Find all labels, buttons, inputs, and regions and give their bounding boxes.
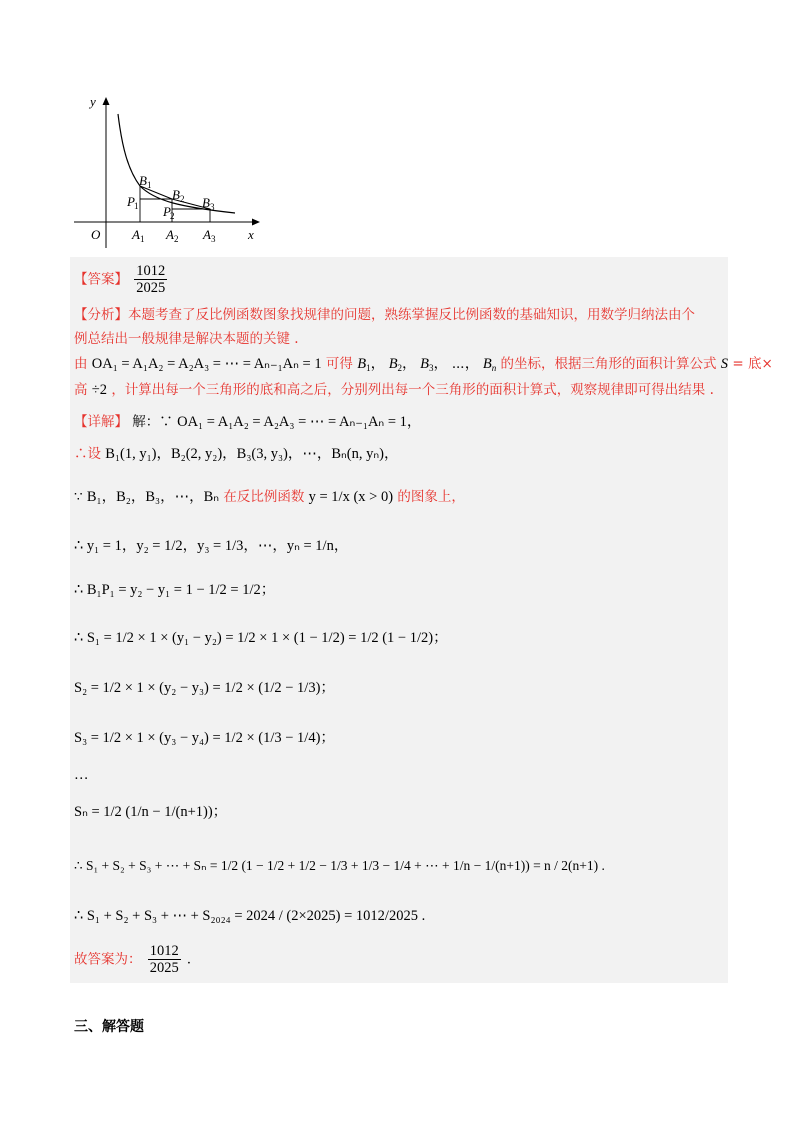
analysis-text-3a: 可得 — [325, 356, 353, 372]
detail-s2-line: S₂ = 1/2 × 1 × (y₂ − y₃) = 1/2 × (1/2 − 1/3)； — [74, 680, 335, 696]
answer-numerator: 1012 — [136, 263, 166, 279]
detail-on-points: B₁，B₂，B₃，⋯，Bₙ — [86, 489, 220, 505]
analysis-pre: 由 — [74, 356, 88, 372]
answer-fraction — [134, 264, 167, 296]
final-numerator: 1012 — [149, 943, 179, 959]
answer-tag: 【答案】 — [74, 271, 128, 288]
answer-line — [74, 264, 169, 296]
analysis-line-2 — [74, 329, 299, 349]
detail-set-text: ∴设 — [74, 446, 101, 462]
analysis-line-4 — [74, 380, 714, 400]
detail-intro: 解：∵ — [132, 414, 173, 430]
answer-denominator: 2025 — [136, 280, 166, 296]
analysis-text-4a: 高 — [74, 382, 88, 398]
label-b1: B — [139, 173, 147, 188]
detail-sum-line: ∴ S₁ + S₂ + S₃ + ⋯ + Sₙ = 1/2 (1 − 1/2 + 1/2 − 1/3 + 1/3 − 1/4 + ⋯ + 1/n − 1/(n+1)) = n / 2(n+1) . — [74, 858, 605, 873]
detail-s3-line: S₃ = 1/2 × 1 × (y₃ − y₄) = 1/2 × (1/3 − 1/4)； — [74, 730, 335, 746]
detail-on-end: 的图象上， — [397, 489, 465, 505]
analysis-equal-segments: OA₁ = A₁A₂ = A₂A₃ = ⋯ = Aₙ₋₁Aₙ = 1 — [91, 356, 322, 372]
label-a1: A — [132, 227, 140, 242]
detail-since-math: OA₁ = A₁A₂ = A₂A₃ = ⋯ = Aₙ₋₁Aₙ = 1， — [177, 414, 422, 430]
analysis-line-3 — [74, 354, 773, 378]
label-a2: A — [166, 227, 174, 242]
detail-function: y = 1/x (x > 0) — [308, 489, 394, 505]
area-symbol: S — [720, 356, 729, 372]
analysis-text-3b: 的坐标，根据三角形的面积计算公式 — [500, 356, 717, 372]
analysis-points: $B_1$， $B_2$， $B_3$， ⋯， $B_n$ — [357, 356, 497, 373]
label-b1-sub: 1 — [147, 180, 152, 190]
label-b3: B — [202, 195, 210, 210]
final-answer-text: 故答案为： — [74, 951, 142, 968]
detail-set-line — [74, 444, 399, 464]
analysis-line-1 — [74, 305, 695, 325]
detail-points: B₁(1, y₁)，B₂(2, y₂)，B₃(3, y₃)，⋯，Bₙ(n, yₙ)， — [105, 446, 399, 462]
analysis-text-4b: ，计算出每一个三角形的底和高之后，分别列出每一个三角形的面积计算式，观察规律即可得出结果 . — [111, 382, 714, 398]
detail-bp-line: ∴ B₁P₁ = y₂ − y₁ = 1 − 1/2 = 1/2； — [74, 582, 276, 598]
x-axis-arrow — [252, 219, 260, 226]
detail-tag: 【详解】 — [74, 414, 128, 430]
label-b3-sub: 3 — [210, 202, 215, 212]
label-p1-sub: 1 — [134, 201, 139, 211]
analysis-text-3c: = 底× — [732, 356, 773, 372]
label-b2: B — [172, 187, 180, 202]
detail-on-text: 在反比例函数 — [223, 489, 305, 505]
detail-on-pre: ∵ — [74, 489, 83, 505]
label-y: y — [90, 94, 96, 109]
detail-on-line — [74, 487, 465, 507]
label-x: x — [248, 227, 254, 242]
final-answer-end: . — [187, 951, 191, 968]
label-a2-sub: 2 — [174, 234, 179, 244]
detail-s1-line: ∴ S₁ = 1/2 × 1 × (y₁ − y₂) = 1/2 × 1 × (1 − 1/2) = 1/2 (1 − 1/2)； — [74, 630, 448, 646]
label-a1-sub: 1 — [140, 234, 145, 244]
analysis-tag: 【分析】 — [74, 307, 128, 323]
analysis-text-2: 例总结出一般规律是解决本题的关键 . — [74, 331, 299, 347]
final-answer-line — [74, 944, 191, 976]
detail-line-1 — [74, 412, 421, 432]
label-o: O — [91, 227, 101, 242]
final-denominator: 2025 — [149, 960, 179, 976]
label-b2-sub: 2 — [180, 194, 185, 204]
hyperbola-figure — [70, 92, 270, 250]
section-title: 三、解答题 — [74, 1019, 144, 1035]
detail-dots-line: … — [74, 767, 89, 783]
label-p2: P — [163, 204, 171, 219]
label-p2-sub: 2 — [170, 211, 175, 221]
label-a3: A — [203, 227, 211, 242]
detail-ys-line: ∴ y₁ = 1，y₂ = 1/2，y₃ = 1/3，⋯，yₙ = 1/n， — [74, 538, 349, 554]
analysis-text-1: 本题考查了反比例函数图象找规律的问题，熟练掌握反比例函数的基础知识，用数学归纳法由个 — [128, 307, 695, 323]
final-answer-fraction — [148, 944, 181, 976]
y-axis-arrow — [103, 97, 110, 105]
analysis-div: ÷2 — [91, 382, 108, 398]
detail-sn-line: Sₙ = 1/2 (1/n − 1/(n+1))； — [74, 804, 228, 820]
label-a3-sub: 3 — [211, 234, 216, 244]
detail-sum2024-line: ∴ S₁ + S₂ + S₃ + ⋯ + S₂₀₂₄ = 2024 / (2×2025) = 1012/2025 . — [74, 908, 426, 924]
label-p1: P — [127, 194, 135, 209]
